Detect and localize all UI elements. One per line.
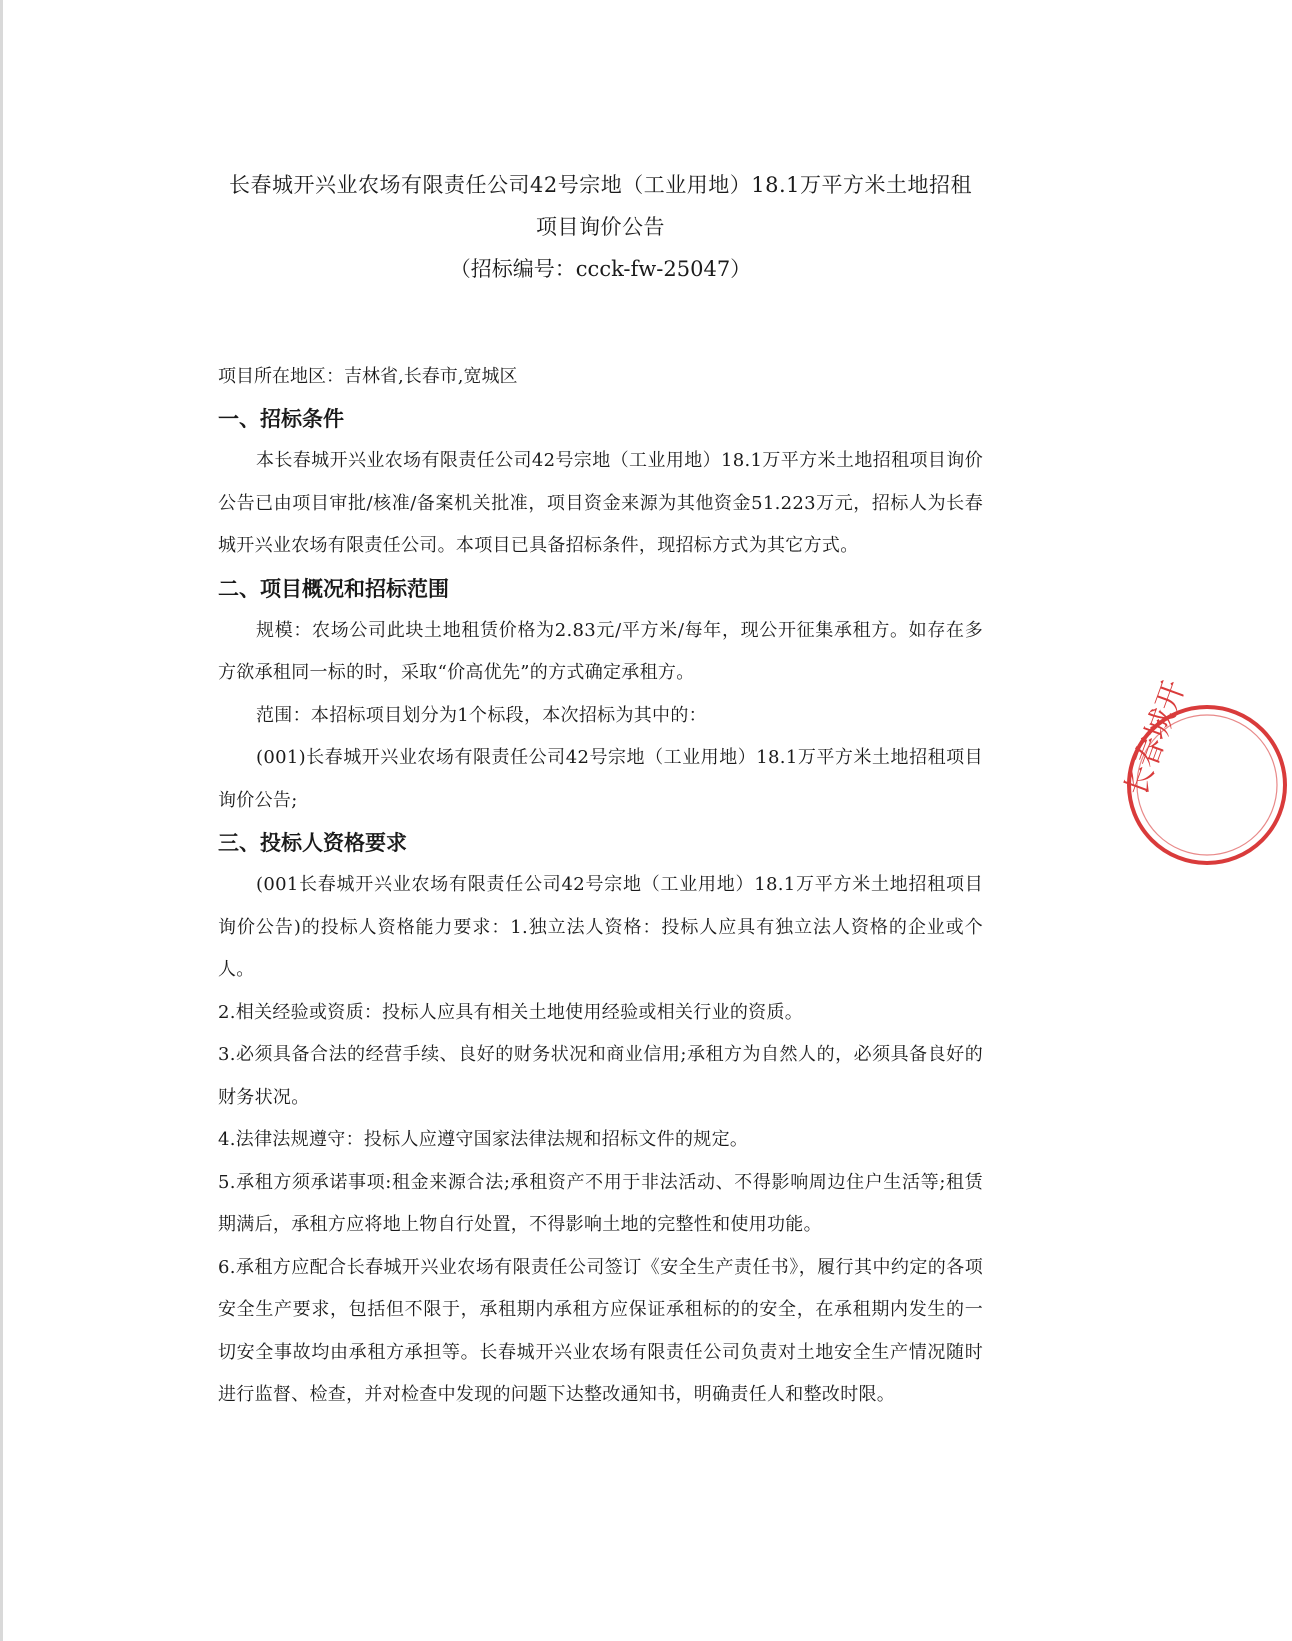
section3-heading: 三、投标人资格要求: [218, 831, 407, 855]
document-title-line1: 长春城开兴业农场有限责任公司42号宗地（工业用地）18.1万平方米土地招租: [229, 173, 972, 197]
page-left-edge: [0, 0, 3, 1641]
requirement-item-6: 6.承租方应配合长春城开兴业农场有限责任公司签订《安全生产责任书》，履行其中约定的各项安全生产要求，包括但不限于，承租期内承租方应保证承租标的的安全，在承租期内发生的一切安全事故均由承租方承担等。长春城开兴业农场有限责任公司负责对土地安全生产情况随时进行监督、检查，并对检查中发现的问题下达整改通知书，明确责任人和整改时限。: [218, 1256, 983, 1405]
section2-heading: 二、项目概况和招标范围: [218, 576, 449, 601]
requirement-item-3: 3.必须具备合法的经营手续、良好的财务状况和商业信用;承租方为自然人的，必须具备良好的财务状况。: [218, 1044, 983, 1108]
section3-intro-paragraph: (001长春城开兴业农场有限责任公司42号宗地（工业用地）18.1万平方米土地招租项目询价公告)的投标人资格能力要求：1.独立法人资格：投标人应具有独立法人资格的企业或个人。: [218, 874, 983, 980]
requirement-item-2: 2.相关经验或资质：投标人应具有相关土地使用经验或相关行业的资质。: [218, 1001, 804, 1023]
section2-scope-paragraph: 范围：本招标项目划分为1个标段，本次招标为其中的：: [256, 704, 707, 726]
section2-lot-paragraph: (001)长春城开兴业农场有限责任公司42号宗地（工业用地）18.1万平方米土地招租项目询价公告;: [218, 747, 983, 811]
tender-code: （招标编号：ccck-fw-25047）: [449, 257, 752, 281]
document-page: [218, 164, 983, 1417]
requirement-item-4: 4.法律法规遵守：投标人应遵守国家法律法规和招标文件的规定。: [218, 1129, 749, 1150]
requirement-item-5: 5.承租方须承诺事项:租金来源合法;承租资产不用于非法活动、不得影响周边住户生活等;租赁期满后，承租方应将地上物自行处置，不得影响土地的完整性和使用功能。: [218, 1171, 983, 1235]
company-seal: [1118, 676, 1292, 870]
section2-scale-paragraph: 规模：农场公司此块土地租赁价格为2.83元/平方米/每年，现公开征集承租方。如存在多方欲承租同一标的时，采取“价高优先”的方式确定承租方。: [218, 619, 983, 683]
project-location: 项目所在地区：吉林省,长春市,宽城区: [218, 366, 518, 387]
document-title-line2: 项目询价公告: [536, 215, 665, 239]
seal-lettering: 长春城开: [1118, 676, 1193, 801]
section1-heading: 一、招标条件: [218, 407, 344, 431]
section1-paragraph: 本长春城开兴业农场有限责任公司42号宗地（工业用地）18.1万平方米土地招租项目询价公告已由项目审批/核准/备案机关批准，项目资金来源为其他资金51.223万元，招标人为长春城开兴业农场有限责任公司。本项目已具备招标条件，现招标方式为其它方式。: [218, 450, 983, 556]
